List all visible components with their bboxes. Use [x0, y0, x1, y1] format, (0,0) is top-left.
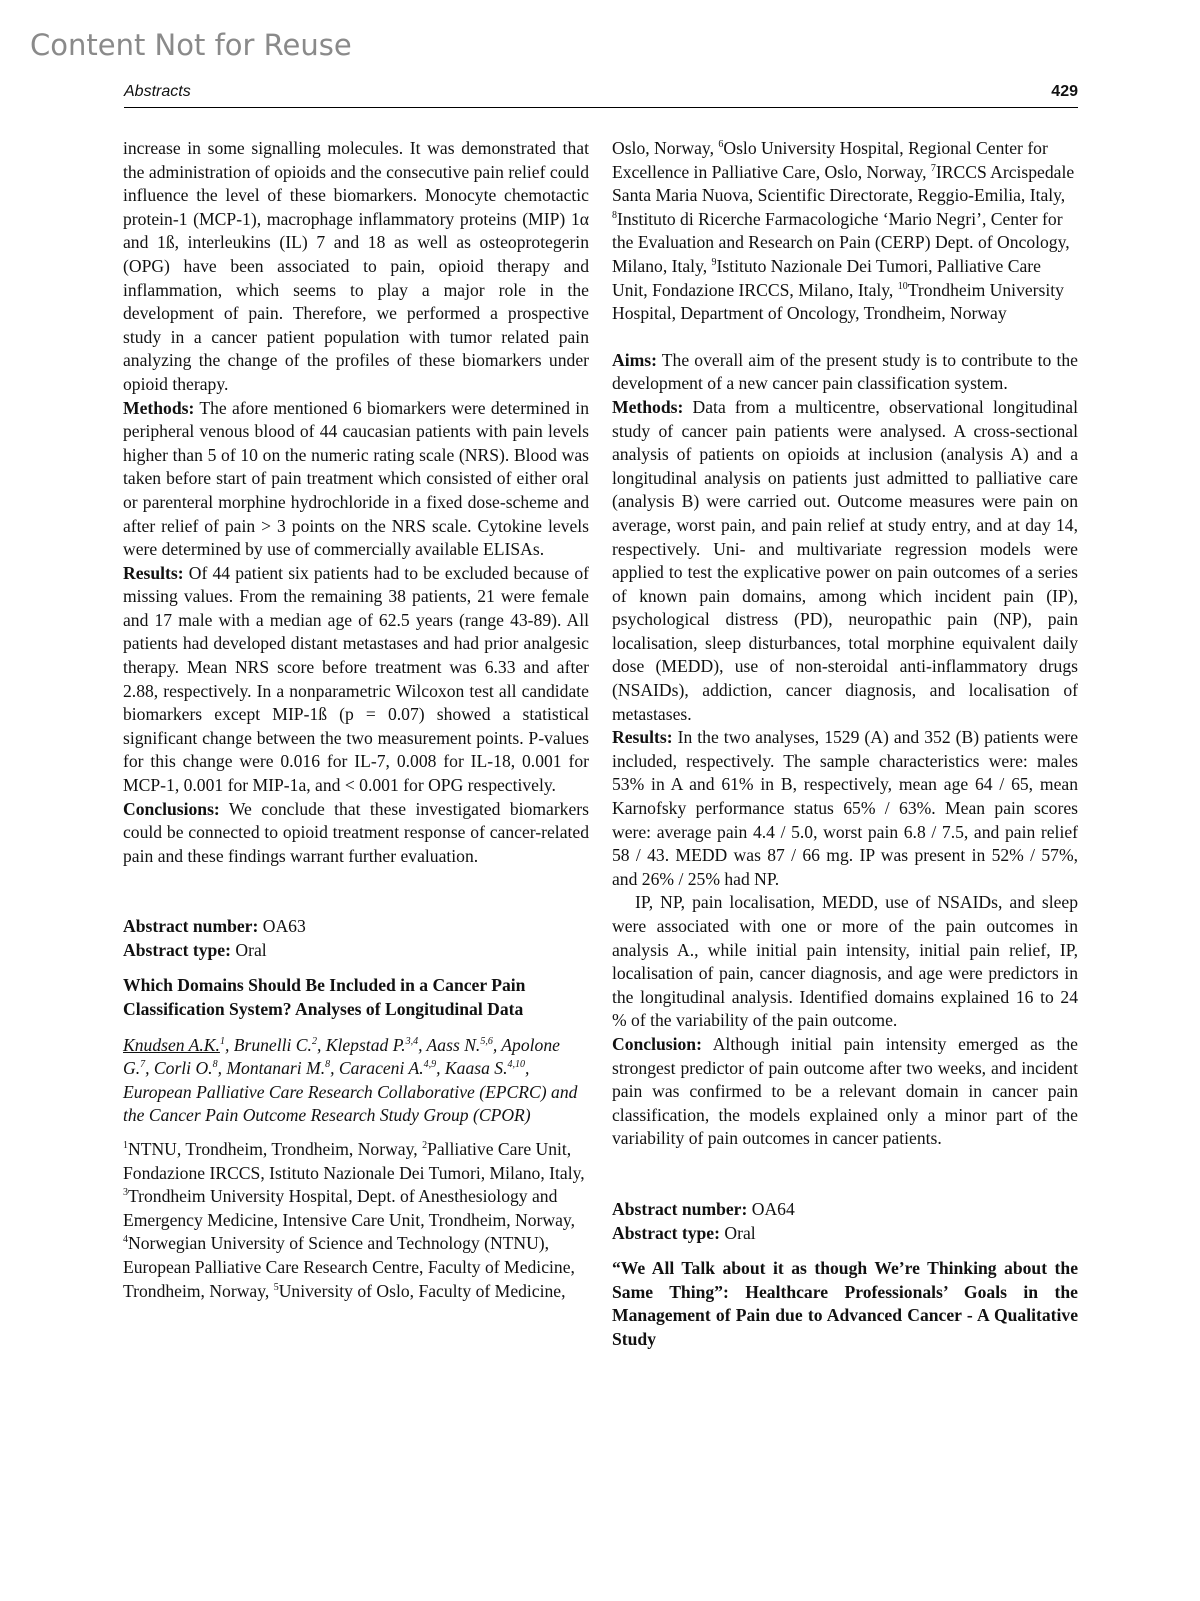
conclusions-paragraph: [123, 798, 589, 869]
methods-paragraph: [123, 397, 589, 562]
aims-label: Aims:: [612, 349, 657, 370]
right-column: [612, 137, 1078, 1351]
affil-9-sup: 9: [711, 257, 717, 269]
abstract-type-label-2: Abstract type:: [612, 1222, 720, 1243]
author-7-sup: 4,10: [507, 1059, 525, 1071]
affil-8-sup: 8: [612, 209, 617, 221]
affil-5: University of Oslo, Faculty of Medicine,: [278, 1280, 566, 1301]
conclusion-label: Conclusion:: [612, 1033, 702, 1054]
author-2-sup: 5,6: [480, 1035, 493, 1047]
affil-6: Oslo University Hospital, Regional Center for Excellence in Palliative Care, Oslo, Norway,: [612, 138, 1048, 182]
author-2: , Aass N.: [418, 1034, 481, 1055]
aims-text: The overall aim of the present study is to contribute to the development of a new cancer pain classification system.: [612, 349, 1078, 394]
author-5: , Montanari M.: [217, 1058, 326, 1079]
methods-label: Methods:: [123, 397, 195, 418]
results-paragraph: [123, 562, 589, 798]
affil-1-sup: 1: [123, 1140, 128, 1152]
author-5-sup: 8: [325, 1059, 331, 1071]
results-paragraph-2b: IP, NP, pain localisation, MEDD, use of NSAIDs, and sleep were associated with one or more of the pain outcomes in analysis A., while initial pain intensity, initial pain relief, IP, localisation of pain, cancer diagnosis, and age were predictors in the longitudinal analysis. Identified domains explained 16 to 24 % of the variability of the pain outcome.: [612, 892, 1078, 1031]
author-6: , Caraceni A.: [330, 1058, 424, 1079]
section-title: Abstracts: [124, 83, 191, 100]
author-0: , Brunelli C.: [224, 1034, 312, 1055]
author-3-sup: 7: [140, 1059, 146, 1071]
affil-cont: Oslo, Norway,: [612, 138, 719, 158]
author-1-sup: 3,4: [405, 1035, 419, 1047]
affiliations: [123, 1138, 589, 1303]
author-0-sup: 2: [311, 1035, 317, 1047]
abstract-number-label-2: Abstract number:: [612, 1198, 748, 1219]
affil-3-sup: 3: [123, 1187, 128, 1199]
running-header: [124, 83, 1078, 108]
results-paragraph-2: [612, 726, 1078, 891]
first-author-sup: 1: [219, 1035, 225, 1047]
authors-tail: , European Palliative Care Research Collaborative (EPCRC) and the Cancer Pain Outcome Research Study Group (CPOR): [123, 1058, 578, 1126]
results-label: Results:: [123, 562, 184, 583]
abstract-type-label: Abstract type:: [123, 940, 231, 961]
page-number: 429: [1051, 83, 1078, 100]
affil-8: Instituto di Ricerche Farmacologiche ‘Mario Negri’, Center for the Evaluation and Research on Pain (CERP) Dept. of Oncology, Milano, Italy,: [612, 208, 1070, 276]
author-1: , Klepstad P.: [316, 1034, 406, 1055]
abstract-title-2: “We All Talk about it as though We’re Thinking about the Same Thing”: Healthcare Professionals’ Goals in the Management of Pain due to Advanced Cancer - A Qualitative Study: [612, 1257, 1078, 1349]
results-text: Of 44 patient six patients had to be excluded because of missing values. From the remaining 38 patients, 21 were female and 17 male with a median age of 62.5 years (range 43-89). All patients had developed distant metastases and had prior analgesic therapy. Mean NRS score before treatment was 6.33 and after 2.88, respectively. In a nonparametric Wilcoxon test all candidate biomarkers except MIP-1ß (p = 0.07) showed a statistical significant change between the two measurement points. P-values for this change were 0.016 for IL-7, 0.008 for IL-18, 0.001 for MCP-1, 0.001 for MIP-1a, and < 0.001 for OPG respectively.: [123, 562, 589, 796]
affil-6-sup: 6: [718, 139, 724, 151]
methods-text: The afore mentioned 6 biomarkers were determined in peripheral venous blood of 44 caucasian patients with pain levels higher than 5 of 10 on the numeric rating scale (NRS). Blood was taken before start of pain treatment which consisted of either oral or parenteral morphine hydrochloride in a fixed dose-scheme and after relief of pain > 3 points on the NRS scale. Cytokine levels were determined by use of commercially available ELISAs.: [123, 397, 589, 560]
conclusion-paragraph: [612, 1033, 1078, 1151]
abstract-title: Which Domains Should Be Included in a Cancer Pain Classification System? Analyses of Longitudinal Data: [123, 975, 526, 1019]
abstract-continuation: increase in some signalling molecules. It was demonstrated that the administration of opioids and the consecutive pain relief could influence the level of these biomarkers. Monocyte chemotactic protein-1 (MCP-1), macrophage inflammatory proteins (MIP) 1α and 1ß, interleukins (IL) 7 and 18 as well as osteoprotegerin (OPG) have been associated to pain, opioid therapy and inflammation, which seems to play a major role in the development of pain. Therefore, we performed a prospective study in a cancer patient population with tumor related pain analyzing the change of the profiles of these biomarkers under opioid therapy.: [123, 138, 589, 394]
abstract-type-value: Oral: [230, 940, 267, 961]
author-6-sup: 4,9: [423, 1059, 437, 1071]
author-7: , Kaasa S.: [436, 1058, 508, 1079]
affil-5-sup: 5: [273, 1281, 279, 1293]
author-list: [123, 1034, 589, 1128]
methods-paragraph-2: [612, 396, 1078, 726]
author-4: , Corli O.: [145, 1058, 213, 1079]
abstract-number-2: [612, 1197, 1078, 1221]
results-text-2: In the two analyses, 1529 (A) and 352 (B) patients were included, respectively. The sample characteristics were: males 53% in A and 61% in B, respectively, mean age 64 / 65, mean Karnofsky performance status 65% / 63%. Mean pain scores were: average pain 4.4 / 5.0, worst pain 6.8 / 7.5, and pain relief 58 / 43. MEDD was 87 / 66 mg. IP was present in 52% / 57%, and 26% / 25% had NP.: [612, 727, 1078, 889]
affil-9: Istituto Nazionale Dei Tumori, Palliative Care Unit, Fondazione IRCCS, Milano, Italy,: [612, 255, 1041, 300]
abstract-type: [123, 938, 589, 962]
aims-paragraph: [612, 349, 1078, 396]
conclusions-label: Conclusions:: [123, 798, 220, 819]
conclusions-text: We conclude that these investigated biomarkers could be connected to opioid treatment response of cancer-related pain and these findings warrant further evaluation.: [123, 798, 589, 866]
abstract-number-value-2: OA64: [747, 1198, 795, 1219]
watermark: Content Not for Reuse: [30, 28, 352, 62]
affil-7-sup: 7: [930, 162, 936, 174]
results-label-2: Results:: [612, 727, 673, 748]
affil-4: Norwegian University of Science and Technology (NTNU), European Palliative Care Research Centre, Faculty of Medicine, Trondheim, Norway,: [123, 1233, 575, 1301]
abstract-number-label: Abstract number:: [123, 916, 259, 937]
abstract-number-value: OA63: [258, 916, 306, 937]
abstract-meta-oa63: [123, 914, 589, 962]
affil-2: Palliative Care Unit, Fondazione IRCCS, Istituto Nazionale Dei Tumori, Milano, Italy,: [123, 1138, 585, 1183]
affil-10-sup: 10: [897, 280, 908, 292]
abstract-type-2: [612, 1221, 1078, 1245]
affil-1: NTNU, Trondheim, Trondheim, Norway,: [128, 1138, 423, 1159]
methods-text-2: Data from a multicentre, observational longitudinal study of cancer pain patients were analysed. A cross-sectional analysis of patients on opioids at inclusion (analysis A) and a longitudinal analysis on patients just admitted to palliative care (analysis B) were carried out. Outcome measures were pain on average, worst pain, and pain relief at study entry, and at day 14, respectively. Uni- and multivariate regression models were applied to test the explicative power on pain outcomes of a series of known pain domains, among which incident pain (IP), psychological distress (PD), neuropathic pain (NP), pain localisation, sleep disturbances, total morphine equivalent daily dose (MEDD), use of non-steroidal anti-inflammatory drugs (NSAIDs), addiction, cancer diagnosis, and localisation of metastases.: [612, 396, 1078, 724]
affil-4-sup: 4: [123, 1234, 128, 1246]
affil-3: Trondheim University Hospital, Dept. of Anesthesiology and Emergency Medicine, Intensive Care Unit, Trondheim, Norway,: [123, 1186, 575, 1230]
author-4-sup: 8: [212, 1059, 218, 1071]
affil-2-sup: 2: [422, 1140, 428, 1152]
affiliations-continued: [612, 137, 1078, 326]
methods-label-2: Methods:: [612, 396, 684, 417]
affil-7: IRCCS Arcispedale Santa Maria Nuova, Scientific Directorate, Reggio-Emilia, Italy,: [612, 161, 1075, 206]
author-3: , Apolone G.: [123, 1034, 560, 1079]
abstract-meta-oa64: [612, 1197, 1078, 1245]
affil-10: Trondheim University Hospital, Department of Oncology, Trondheim, Norway: [612, 279, 1064, 324]
left-column: [123, 137, 589, 1303]
conclusion-text: Although initial pain intensity emerged as the strongest predictor of pain outcome after two weeks, and incident pain was confirmed to be a relevant domain in cancer pain classification, the models explained only a minor part of the variability of pain outcomes in cancer patients.: [612, 1033, 1078, 1149]
abstract-number: [123, 914, 589, 938]
abstract-type-value-2: Oral: [719, 1222, 756, 1243]
first-author: Knudsen A.K.: [123, 1034, 220, 1055]
